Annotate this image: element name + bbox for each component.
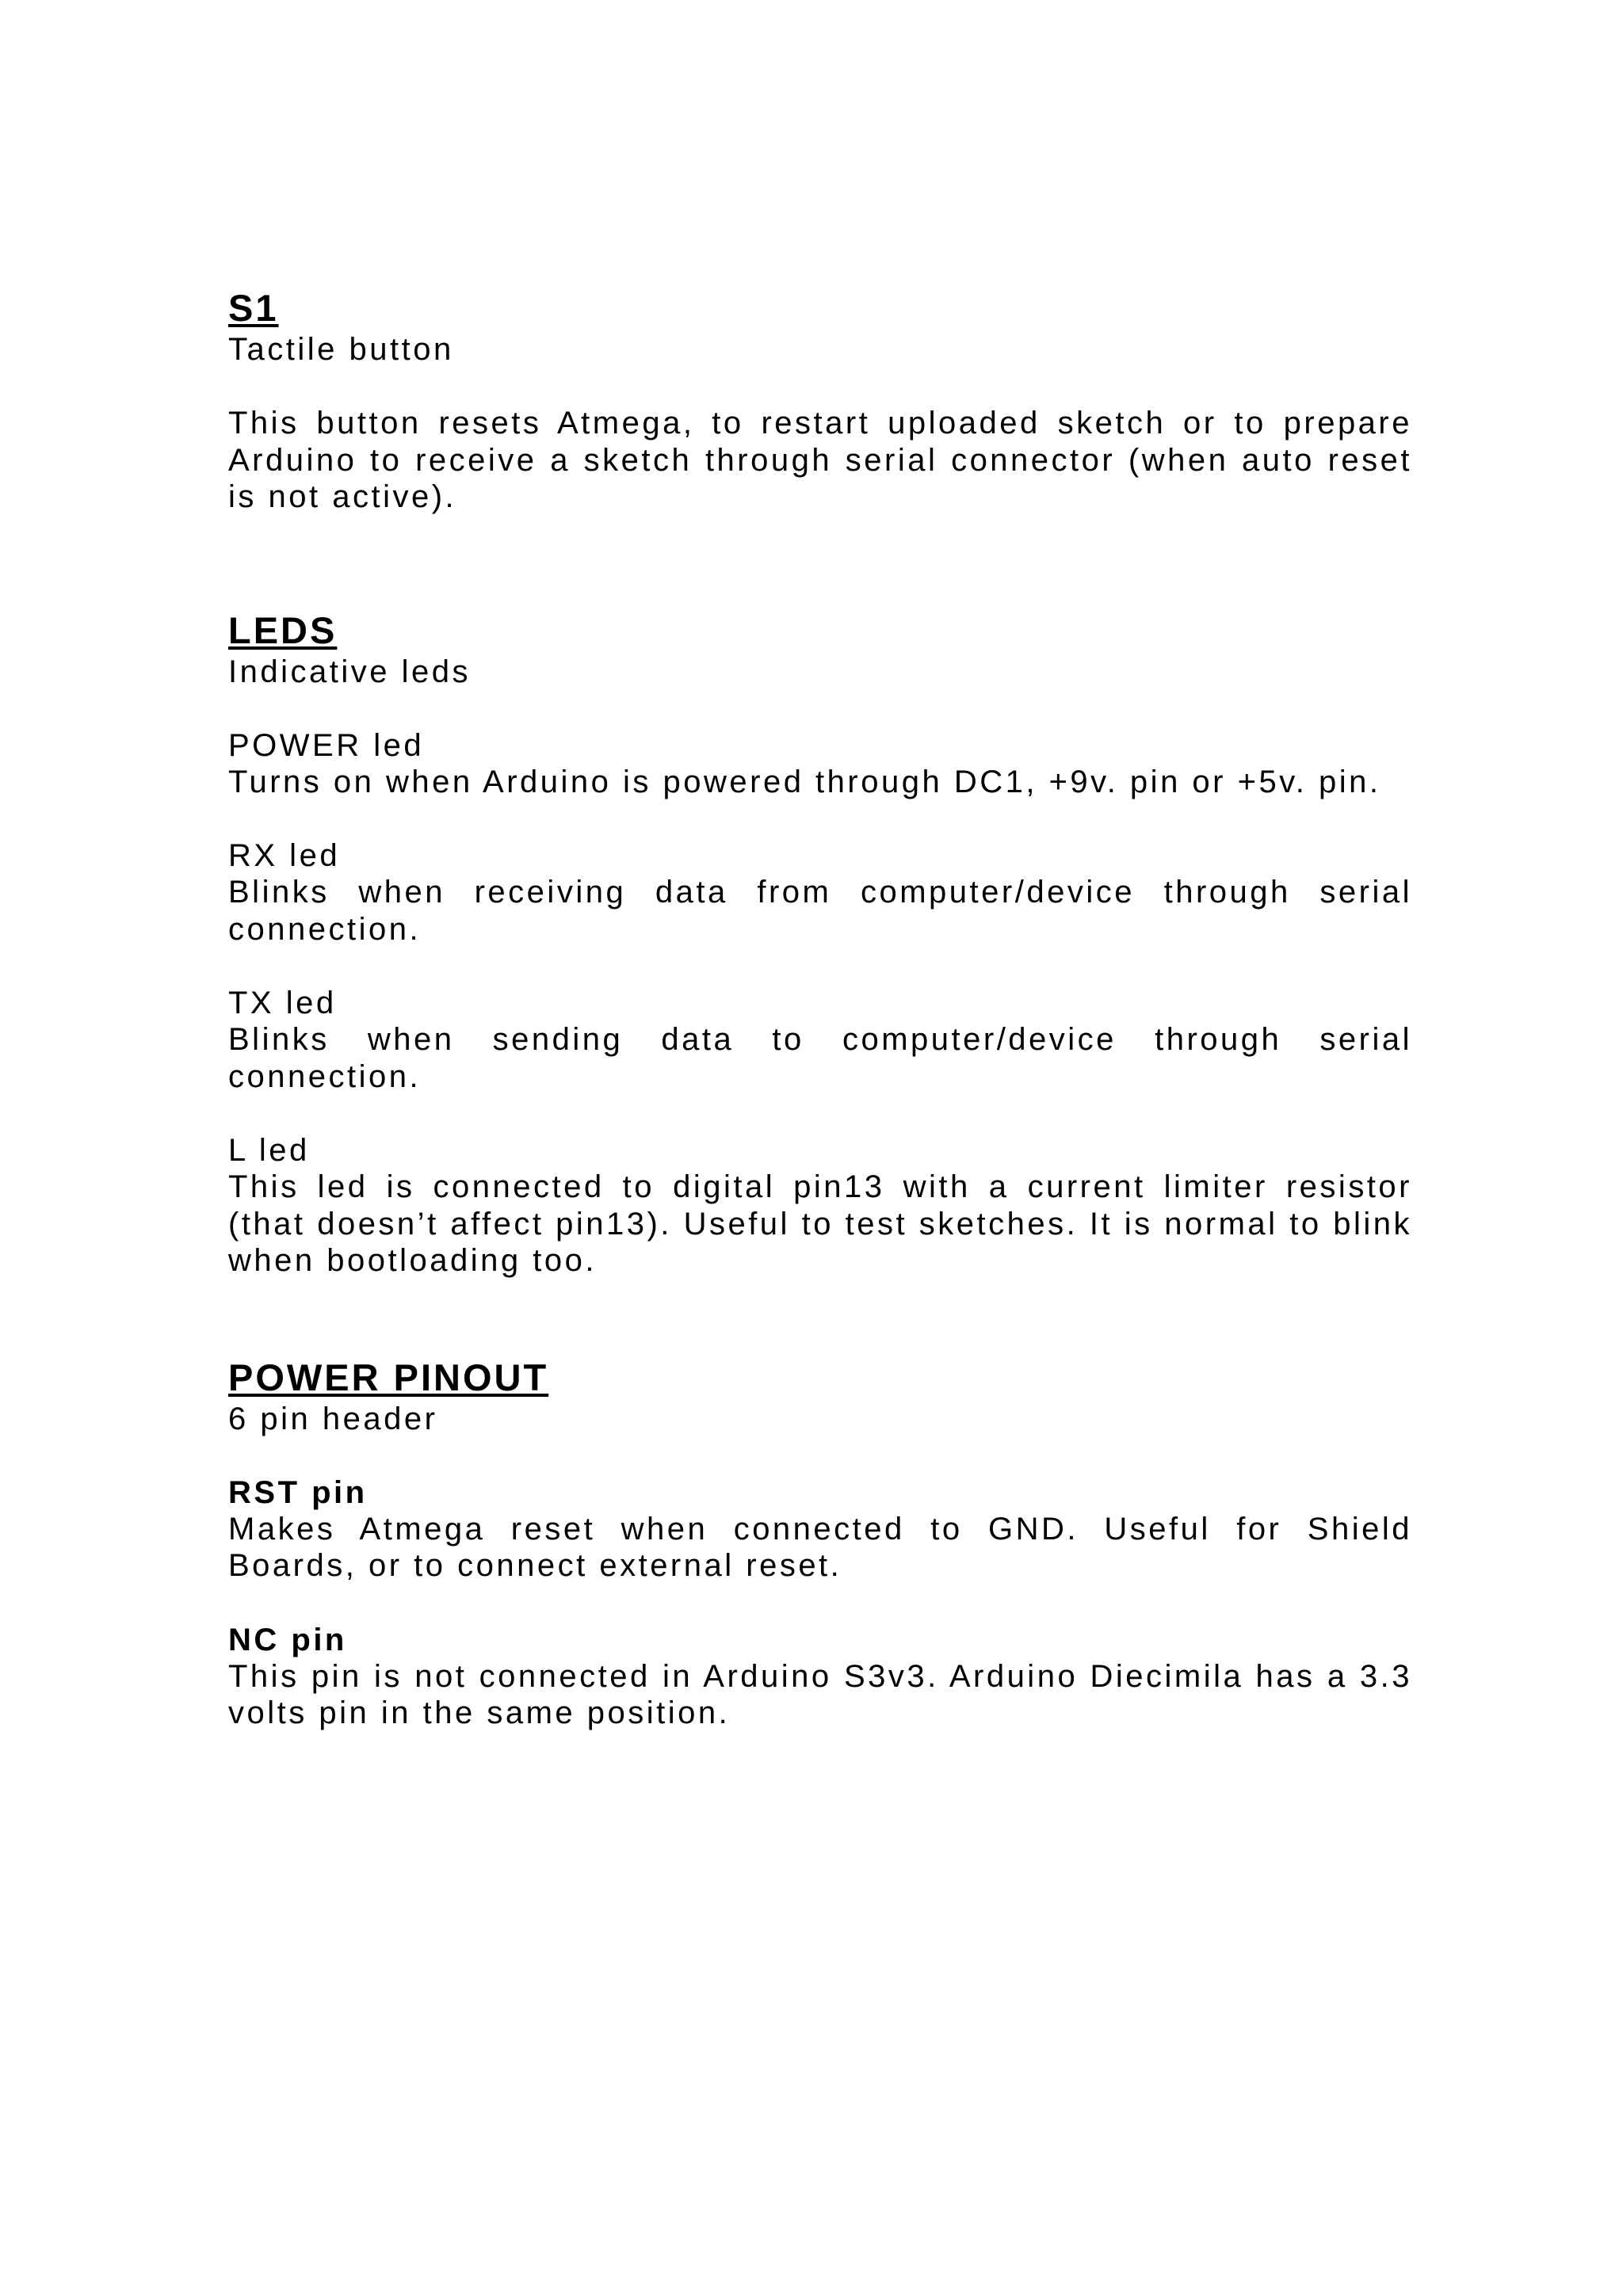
section-s1 <box>228 285 1412 516</box>
pin-item-title: RST pin <box>228 1474 368 1510</box>
section-title-leds: LEDS <box>228 608 338 651</box>
pin-item-body: This pin is not connected in Arduino S3v3. Arduino Diecimila has a 3.3 volts pin in the same position. <box>228 1658 1412 1730</box>
section-subtitle-leds: Indicative leds <box>228 654 471 689</box>
led-item-title: L led <box>228 1133 310 1168</box>
led-item-title: TX led <box>228 986 337 1020</box>
pin-item-rst <box>228 1474 1412 1585</box>
section-subtitle-power-pinout: 6 pin header <box>228 1401 438 1436</box>
led-item-body: Turns on when Arduino is powered through DC1, +9v. pin or +5v. pin. <box>228 764 1381 799</box>
led-item-body: Blinks when receiving data from computer/device through serial connection. <box>228 875 1412 947</box>
led-item-title: RX led <box>228 838 341 873</box>
led-item-l <box>228 1132 1412 1280</box>
led-item-power <box>228 727 1412 801</box>
section-leds <box>228 608 1412 1280</box>
led-item-tx <box>228 985 1412 1095</box>
led-item-title: POWER led <box>228 727 425 763</box>
document-page <box>228 285 1412 1732</box>
pin-item-title: NC pin <box>228 1622 347 1657</box>
section-title-s1: S1 <box>228 287 279 329</box>
s1-description: This button resets Atmega, to restart uploaded sketch or to prepare Arduino to receive a sketch through serial connector (when auto reset is not active). <box>228 406 1412 514</box>
pin-item-body: Makes Atmega reset when connected to GND. Useful for Shield Boards, or to connect external reset. <box>228 1511 1412 1583</box>
pin-item-nc <box>228 1622 1412 1732</box>
led-item-body: This led is connected to digital pin13 with a current limiter resistor (that doesn’t affect pin13). Useful to test sketches. It is normal to blink when bootloading too. <box>228 1169 1412 1278</box>
section-power-pinout <box>228 1355 1412 1732</box>
led-item-body: Blinks when sending data to computer/device through serial connection. <box>228 1022 1412 1094</box>
section-title-power-pinout: POWER PINOUT <box>228 1356 549 1398</box>
section-subtitle-s1: Tactile button <box>228 332 454 367</box>
led-item-rx <box>228 837 1412 948</box>
